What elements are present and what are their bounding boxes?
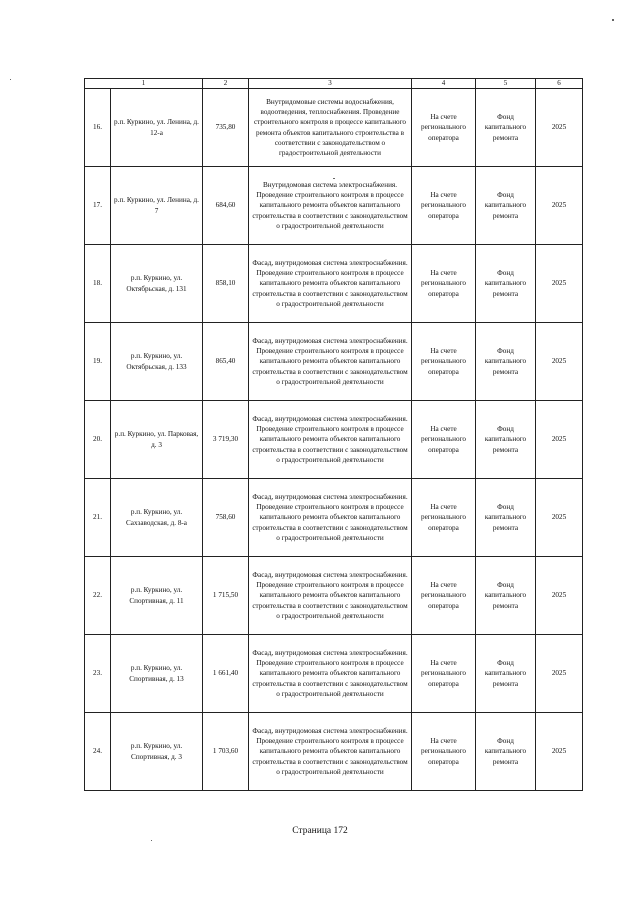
area-cell: 758,60 <box>203 479 249 557</box>
row-number: 22. <box>85 557 111 635</box>
description-cell: Фасад, внутридомовая система электроснабжения. Проведение строительного контроля в процессе капитального ремонта объектов капитального строительства в соответствии с законодательством о градостроительной деятельности <box>249 401 412 479</box>
year-cell: 2025 <box>536 557 583 635</box>
table-row <box>85 245 583 323</box>
column-number-1: 1 <box>85 79 203 89</box>
column-number-2: 2 <box>203 79 249 89</box>
table-row <box>85 479 583 557</box>
fund-cell: Фонд капитального ремонта <box>476 245 536 323</box>
row-number: 19. <box>85 323 111 401</box>
row-number: 20. <box>85 401 111 479</box>
address-cell: р.п. Куркино, ул. Октябрьская, д. 133 <box>111 323 203 401</box>
column-number-6: 6 <box>536 79 583 89</box>
area-cell: 684,60 <box>203 167 249 245</box>
year-cell: 2025 <box>536 635 583 713</box>
description-cell: Фасад, внутридомовая система электроснабжения. Проведение строительного контроля в процессе капитального ремонта объектов капитального строительства в соответствии с законодательством о градостроительной деятельности <box>249 323 412 401</box>
address-cell: р.п. Куркино, ул. Октябрьская, д. 131 <box>111 245 203 323</box>
repair-schedule-table <box>84 78 583 791</box>
table-row <box>85 401 583 479</box>
description-cell: Фасад, внутридомовая система электроснабжения. Проведение строительного контроля в процессе капитального ремонта объектов капитального строительства в соответствии с законодательством о градостроительной деятельности <box>249 479 412 557</box>
fund-cell: Фонд капитального ремонта <box>476 89 536 167</box>
row-number: 18. <box>85 245 111 323</box>
description-cell: Внутридомовые системы водоснабжения, водоотведения, теплоснабжения. Проведение строительного контроля в процессе капитального ремонта объектов капитального строительства в соответствии с законодательством о градостроительной деятельности <box>249 89 412 167</box>
fund-cell: Фонд капитального ремонта <box>476 401 536 479</box>
account-cell: На счете регионального оператора <box>412 167 476 245</box>
address-cell: р.п. Куркино, ул. Спортивная, д. 11 <box>111 557 203 635</box>
area-cell: 1 703,60 <box>203 713 249 791</box>
address-cell: р.п. Куркино, ул. Парковая, д. 3 <box>111 401 203 479</box>
area-cell: 1 715,50 <box>203 557 249 635</box>
account-cell: На счете регионального оператора <box>412 245 476 323</box>
fund-cell: Фонд капитального ремонта <box>476 713 536 791</box>
fund-cell: Фонд капитального ремонта <box>476 479 536 557</box>
fund-cell: Фонд капитального ремонта <box>476 635 536 713</box>
year-cell: 2025 <box>536 167 583 245</box>
address-cell: р.п. Куркино, ул. Ленина, д. 7 <box>111 167 203 245</box>
address-cell: р.п. Куркино, ул. Ленина, д. 12-а <box>111 89 203 167</box>
address-cell: р.п. Куркино, ул. Сахзаводская, д. 8-а <box>111 479 203 557</box>
description-cell: Фасад, внутридомовая система электроснабжения. Проведение строительного контроля в процессе капитального ремонта объектов капитального строительства в соответствии с законодательством о градостроительной деятельности <box>249 713 412 791</box>
column-number-3: 3 <box>249 79 412 89</box>
year-cell: 2025 <box>536 401 583 479</box>
area-cell: 858,10 <box>203 245 249 323</box>
account-cell: На счете регионального оператора <box>412 323 476 401</box>
row-number: 23. <box>85 635 111 713</box>
area-cell: 1 661,40 <box>203 635 249 713</box>
year-cell: 2025 <box>536 479 583 557</box>
table-row <box>85 557 583 635</box>
scan-speck <box>10 79 11 80</box>
row-number: 21. <box>85 479 111 557</box>
area-cell: 735,80 <box>203 89 249 167</box>
account-cell: На счете регионального оператора <box>412 635 476 713</box>
table-row <box>85 89 583 167</box>
column-number-row <box>85 79 583 89</box>
address-cell: р.п. Куркино, ул. Спортивная, д. 13 <box>111 635 203 713</box>
description-cell: Внутридомовая система электроснабжения. Проведение строительного контроля в процессе капитального ремонта объектов капитального строительства в соответствии с законодательством о градостроительной деятельности <box>249 167 412 245</box>
year-cell: 2025 <box>536 89 583 167</box>
description-cell: Фасад, внутридомовая система электроснабжения. Проведение строительного контроля в процессе капитального ремонта объектов капитального строительства в соответствии с законодательством о градостроительной деятельности <box>249 245 412 323</box>
table-row <box>85 713 583 791</box>
page-number: Страница 172 <box>292 826 348 836</box>
table-row <box>85 323 583 401</box>
column-number-5: 5 <box>476 79 536 89</box>
description-cell: Фасад, внутридомовая система электроснабжения. Проведение строительного контроля в процессе капитального ремонта объектов капитального строительства в соответствии с законодательством о градостроительной деятельности <box>249 557 412 635</box>
row-number: 17. <box>85 167 111 245</box>
column-number-4: 4 <box>412 79 476 89</box>
area-cell: 3 719,30 <box>203 401 249 479</box>
account-cell: На счете регионального оператора <box>412 557 476 635</box>
table-row <box>85 635 583 713</box>
account-cell: На счете регионального оператора <box>412 89 476 167</box>
fund-cell: Фонд капитального ремонта <box>476 323 536 401</box>
address-cell: р.п. Куркино, ул. Спортивная, д. 3 <box>111 713 203 791</box>
fund-cell: Фонд капитального ремонта <box>476 167 536 245</box>
description-cell: Фасад, внутридомовая система электроснабжения. Проведение строительного контроля в процессе капитального ремонта объектов капитального строительства в соответствии с законодательством о градостроительной деятельности <box>249 635 412 713</box>
year-cell: 2025 <box>536 323 583 401</box>
account-cell: На счете регионального оператора <box>412 401 476 479</box>
row-number: 16. <box>85 89 111 167</box>
year-cell: 2025 <box>536 713 583 791</box>
scan-speck <box>612 19 614 21</box>
scan-speck <box>333 178 335 179</box>
document-sheet <box>84 78 582 791</box>
account-cell: На счете регионального оператора <box>412 713 476 791</box>
year-cell: 2025 <box>536 245 583 323</box>
area-cell: 865,40 <box>203 323 249 401</box>
account-cell: На счете регионального оператора <box>412 479 476 557</box>
fund-cell: Фонд капитального ремонта <box>476 557 536 635</box>
scan-speck <box>151 840 152 841</box>
row-number: 24. <box>85 713 111 791</box>
